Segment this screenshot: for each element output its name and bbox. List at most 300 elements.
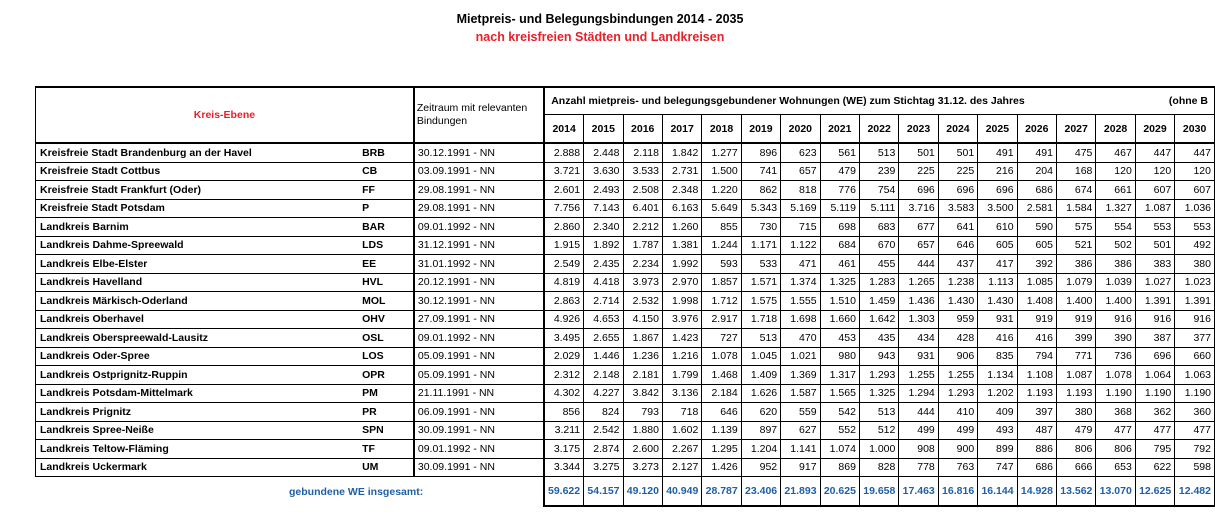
value-cell: 1.220 <box>702 181 741 200</box>
value-cell: 1.409 <box>741 366 780 385</box>
document-title: Mietpreis- und Belegungsbindungen 2014 - 2035 <box>456 12 744 26</box>
value-cell: 696 <box>1135 347 1174 366</box>
value-cell: 2.234 <box>623 255 662 274</box>
value-cell: 513 <box>859 143 898 162</box>
value-cell: 3.273 <box>623 458 662 477</box>
value-cell: 7.756 <box>544 199 583 218</box>
value-cell: 521 <box>1056 236 1095 255</box>
value-cell: 607 <box>1135 181 1174 200</box>
year-header-2017: 2017 <box>662 115 701 144</box>
value-cell: 561 <box>820 143 859 162</box>
value-cell: 1.626 <box>741 384 780 403</box>
value-cell: 383 <box>1135 255 1174 274</box>
value-cell: 387 <box>1135 329 1174 348</box>
value-cell: 2.448 <box>584 143 623 162</box>
value-cell: 559 <box>781 403 820 422</box>
kreis-ebene-header: Kreis-Ebene <box>36 87 414 143</box>
value-cell: 435 <box>859 329 898 348</box>
value-cell: 533 <box>741 255 780 274</box>
value-cell: 646 <box>938 236 977 255</box>
table-row <box>36 366 1215 385</box>
value-cell: 670 <box>859 236 898 255</box>
value-cell: 2.184 <box>702 384 741 403</box>
value-cell: 952 <box>741 458 780 477</box>
value-cell: 1.283 <box>859 273 898 292</box>
value-cell: 513 <box>859 403 898 422</box>
value-cell: 1.113 <box>978 273 1017 292</box>
value-cell: 698 <box>820 218 859 237</box>
total-value-cell: 12.482 <box>1175 477 1215 507</box>
value-cell: 3.630 <box>584 162 623 181</box>
value-cell: 1.238 <box>938 273 977 292</box>
value-cell: 1.799 <box>662 366 701 385</box>
region-code: OSL <box>356 329 414 348</box>
region-name: Landkreis Oder-Spree <box>36 347 357 366</box>
value-cell: 2.970 <box>662 273 701 292</box>
region-name: Kreisfreie Stadt Potsdam <box>36 199 357 218</box>
value-cell: 657 <box>781 162 820 181</box>
table-row <box>36 310 1215 329</box>
value-cell: 1.204 <box>741 440 780 459</box>
value-cell: 908 <box>899 440 938 459</box>
value-cell: 225 <box>899 162 938 181</box>
value-cell: 1.255 <box>938 366 977 385</box>
value-cell: 896 <box>741 143 780 162</box>
total-value-cell: 14.928 <box>1017 477 1056 507</box>
value-cell: 512 <box>859 421 898 440</box>
value-cell: 1.021 <box>781 347 820 366</box>
value-cell: 730 <box>741 218 780 237</box>
total-value-cell: 16.144 <box>978 477 1017 507</box>
region-code: OHV <box>356 310 414 329</box>
value-cell: 3.495 <box>544 329 583 348</box>
value-cell: 727 <box>702 329 741 348</box>
value-cell: 792 <box>1175 440 1215 459</box>
value-cell: 1.426 <box>702 458 741 477</box>
binding-period: 05.09.1991 - NN <box>414 366 544 385</box>
value-cell: 2.312 <box>544 366 583 385</box>
value-cell: 2.581 <box>1017 199 1056 218</box>
value-cell: 661 <box>1096 181 1135 200</box>
total-value-cell: 13.070 <box>1096 477 1135 507</box>
value-cell: 2.348 <box>662 181 701 200</box>
value-cell: 417 <box>978 255 1017 274</box>
value-cell: 1.303 <box>899 310 938 329</box>
year-header-2020: 2020 <box>781 115 820 144</box>
region-name: Landkreis Teltow-Fläming <box>36 440 357 459</box>
value-cell: 684 <box>820 236 859 255</box>
value-cell: 4.227 <box>584 384 623 403</box>
total-value-cell: 17.463 <box>899 477 938 507</box>
value-cell: 677 <box>899 218 938 237</box>
value-cell: 3.583 <box>938 199 977 218</box>
value-cell: 553 <box>1135 218 1174 237</box>
value-cell: 1.317 <box>820 366 859 385</box>
year-header-2018: 2018 <box>702 115 741 144</box>
value-cell: 513 <box>741 329 780 348</box>
year-header-2014: 2014 <box>544 115 583 144</box>
total-value-cell: 16.816 <box>938 477 977 507</box>
value-cell: 1.712 <box>702 292 741 311</box>
value-cell: 225 <box>938 162 977 181</box>
value-cell: 360 <box>1175 403 1215 422</box>
value-cell: 461 <box>820 255 859 274</box>
value-cell: 2.267 <box>662 440 701 459</box>
value-cell: 1.892 <box>584 236 623 255</box>
value-cell: 2.493 <box>584 181 623 200</box>
value-cell: 502 <box>1096 236 1135 255</box>
value-cell: 593 <box>702 255 741 274</box>
value-cell: 493 <box>978 421 1017 440</box>
year-header-2028: 2028 <box>1096 115 1135 144</box>
region-name: Landkreis Oberspreewald-Lausitz <box>36 329 357 348</box>
value-cell: 657 <box>899 236 938 255</box>
region-name: Kreisfreie Stadt Brandenburg an der Havel <box>36 143 357 162</box>
value-cell: 409 <box>978 403 1017 422</box>
table-row <box>36 143 1215 162</box>
total-value-cell: 49.120 <box>623 477 662 507</box>
value-cell: 818 <box>781 181 820 200</box>
value-cell: 1.027 <box>1135 273 1174 292</box>
value-cell: 3.976 <box>662 310 701 329</box>
value-cell: 1.575 <box>741 292 780 311</box>
value-cell: 2.148 <box>584 366 623 385</box>
value-cell: 607 <box>1175 181 1215 200</box>
value-cell: 120 <box>1175 162 1215 181</box>
value-cell: 4.653 <box>584 310 623 329</box>
value-cell: 736 <box>1096 347 1135 366</box>
region-code: BAR <box>356 218 414 237</box>
value-cell: 824 <box>584 403 623 422</box>
value-cell: 1.193 <box>1056 384 1095 403</box>
table-row <box>36 236 1215 255</box>
value-cell: 453 <box>820 329 859 348</box>
value-cell: 916 <box>1096 310 1135 329</box>
value-cell: 1.459 <box>859 292 898 311</box>
value-cell: 718 <box>662 403 701 422</box>
total-value-cell: 20.625 <box>820 477 859 507</box>
total-label: gebundene WE insgesamt: <box>289 485 424 498</box>
value-cell: 1.718 <box>741 310 780 329</box>
value-cell: 1.063 <box>1175 366 1215 385</box>
total-value-cell: 40.949 <box>662 477 701 507</box>
value-cell: 1.867 <box>623 329 662 348</box>
binding-period: 27.09.1991 - NN <box>414 310 544 329</box>
anzahl-header <box>544 87 1214 115</box>
value-cell: 917 <box>781 458 820 477</box>
value-cell: 1.202 <box>978 384 1017 403</box>
value-cell: 380 <box>1175 255 1215 274</box>
value-cell: 444 <box>899 403 938 422</box>
total-value-cell: 19.658 <box>859 477 898 507</box>
value-cell: 1.391 <box>1175 292 1215 311</box>
binding-period: 30.09.1991 - NN <box>414 421 544 440</box>
value-cell: 1.430 <box>938 292 977 311</box>
value-cell: 835 <box>978 347 1017 366</box>
binding-period: 09.01.1992 - NN <box>414 329 544 348</box>
region-name: Landkreis Uckermark <box>36 458 357 477</box>
value-cell: 1.277 <box>702 143 741 162</box>
value-cell: 696 <box>938 181 977 200</box>
value-cell: 646 <box>702 403 741 422</box>
value-cell: 1.078 <box>702 347 741 366</box>
value-cell: 862 <box>741 181 780 200</box>
value-cell: 2.874 <box>584 440 623 459</box>
value-cell: 1.660 <box>820 310 859 329</box>
value-cell: 1.787 <box>623 236 662 255</box>
binding-period: 29.08.1991 - NN <box>414 181 544 200</box>
value-cell: 806 <box>1096 440 1135 459</box>
region-name: Kreisfreie Stadt Cottbus <box>36 162 357 181</box>
table-row <box>36 162 1215 181</box>
value-cell: 499 <box>938 421 977 440</box>
value-cell: 4.418 <box>584 273 623 292</box>
value-cell: 2.655 <box>584 329 623 348</box>
value-cell: 499 <box>899 421 938 440</box>
total-value-cell: 54.157 <box>584 477 623 507</box>
value-cell: 434 <box>899 329 938 348</box>
value-cell: 1.325 <box>859 384 898 403</box>
value-cell: 1.587 <box>781 384 820 403</box>
value-cell: 1.500 <box>702 162 741 181</box>
value-cell: 900 <box>938 440 977 459</box>
value-cell: 1.436 <box>899 292 938 311</box>
value-cell: 1.190 <box>1175 384 1215 403</box>
table-row <box>36 199 1215 218</box>
binding-period: 29.08.1991 - NN <box>414 199 544 218</box>
total-value-cell: 59.622 <box>544 477 583 507</box>
binding-period: 30.09.1991 - NN <box>414 458 544 477</box>
region-code: FF <box>356 181 414 200</box>
value-cell: 674 <box>1056 181 1095 200</box>
value-cell: 471 <box>781 255 820 274</box>
value-cell: 1.134 <box>978 366 1017 385</box>
value-cell: 2.340 <box>584 218 623 237</box>
value-cell: 416 <box>978 329 1017 348</box>
value-cell: 1.374 <box>781 273 820 292</box>
value-cell: 204 <box>1017 162 1056 181</box>
value-cell: 2.863 <box>544 292 583 311</box>
value-cell: 1.236 <box>623 347 662 366</box>
value-cell: 1.327 <box>1096 199 1135 218</box>
value-cell: 3.973 <box>623 273 662 292</box>
value-cell: 653 <box>1096 458 1135 477</box>
value-cell: 2.532 <box>623 292 662 311</box>
value-cell: 1.642 <box>859 310 898 329</box>
region-name: Landkreis Ostprignitz-Ruppin <box>36 366 357 385</box>
value-cell: 1.408 <box>1017 292 1056 311</box>
value-cell: 754 <box>859 181 898 200</box>
value-cell: 1.555 <box>781 292 820 311</box>
value-cell: 380 <box>1056 403 1095 422</box>
value-cell: 1.171 <box>741 236 780 255</box>
value-cell: 2.549 <box>544 255 583 274</box>
value-cell: 1.216 <box>662 347 701 366</box>
anzahl-header-text: Anzahl mietpreis- und belegungsgebundener Wohnungen (WE) zum Stichtag 31.12. des Jahres <box>551 95 1025 107</box>
value-cell: 793 <box>623 403 662 422</box>
value-cell: 715 <box>781 218 820 237</box>
value-cell: 3.211 <box>544 421 583 440</box>
value-cell: 7.143 <box>584 199 623 218</box>
value-cell: 1.074 <box>820 440 859 459</box>
region-code: PM <box>356 384 414 403</box>
table-row <box>36 255 1215 274</box>
value-cell: 3.344 <box>544 458 583 477</box>
value-cell: 1.998 <box>662 292 701 311</box>
binding-period: 09.01.1992 - NN <box>414 218 544 237</box>
value-cell: 1.391 <box>1135 292 1174 311</box>
value-cell: 2.731 <box>662 162 701 181</box>
value-cell: 2.860 <box>544 218 583 237</box>
value-cell: 886 <box>1017 440 1056 459</box>
year-header-2026: 2026 <box>1017 115 1056 144</box>
value-cell: 1.468 <box>702 366 741 385</box>
table-row <box>36 384 1215 403</box>
value-cell: 477 <box>1175 421 1215 440</box>
value-cell: 501 <box>938 143 977 162</box>
value-cell: 475 <box>1056 143 1095 162</box>
value-cell: 1.369 <box>781 366 820 385</box>
value-cell: 1.565 <box>820 384 859 403</box>
value-cell: 1.602 <box>662 421 701 440</box>
total-value-cell: 28.787 <box>702 477 741 507</box>
value-cell: 444 <box>899 255 938 274</box>
value-cell: 776 <box>820 181 859 200</box>
value-cell: 487 <box>1017 421 1056 440</box>
value-cell: 1.295 <box>702 440 741 459</box>
region-name: Landkreis Havelland <box>36 273 357 292</box>
value-cell: 1.265 <box>899 273 938 292</box>
value-cell: 622 <box>1135 458 1174 477</box>
value-cell: 1.039 <box>1096 273 1135 292</box>
value-cell: 660 <box>1175 347 1215 366</box>
value-cell: 747 <box>978 458 1017 477</box>
binding-period: 30.12.1991 - NN <box>414 143 544 162</box>
value-cell: 2.600 <box>623 440 662 459</box>
value-cell: 455 <box>859 255 898 274</box>
value-cell: 1.571 <box>741 273 780 292</box>
value-cell: 501 <box>1135 236 1174 255</box>
region-code: LDS <box>356 236 414 255</box>
binding-period: 06.09.1991 - NN <box>414 403 544 422</box>
value-cell: 428 <box>938 329 977 348</box>
value-cell: 771 <box>1056 347 1095 366</box>
value-cell: 794 <box>1017 347 1056 366</box>
binding-period: 21.11.1991 - NN <box>414 384 544 403</box>
value-cell: 553 <box>1175 218 1215 237</box>
value-cell: 447 <box>1135 143 1174 162</box>
year-header-2022: 2022 <box>859 115 898 144</box>
region-name: Landkreis Elbe-Elster <box>36 255 357 274</box>
value-cell: 1.108 <box>1017 366 1056 385</box>
table-row <box>36 347 1215 366</box>
table-row <box>36 440 1215 459</box>
value-cell: 477 <box>1096 421 1135 440</box>
value-cell: 980 <box>820 347 859 366</box>
value-cell: 1.992 <box>662 255 701 274</box>
value-cell: 1.036 <box>1175 199 1215 218</box>
value-cell: 542 <box>820 403 859 422</box>
total-value-cell: 13.562 <box>1056 477 1095 507</box>
binding-period: 03.09.1991 - NN <box>414 162 544 181</box>
value-cell: 4.819 <box>544 273 583 292</box>
value-cell: 1.000 <box>859 440 898 459</box>
region-code: EE <box>356 255 414 274</box>
value-cell: 778 <box>899 458 938 477</box>
value-cell: 683 <box>859 218 898 237</box>
value-cell: 2.542 <box>584 421 623 440</box>
value-cell: 931 <box>899 347 938 366</box>
value-cell: 1.842 <box>662 143 701 162</box>
year-header-2016: 2016 <box>623 115 662 144</box>
year-header-2024: 2024 <box>938 115 977 144</box>
value-cell: 3.136 <box>662 384 701 403</box>
value-cell: 6.401 <box>623 199 662 218</box>
region-name: Landkreis Märkisch-Oderland <box>36 292 357 311</box>
year-header-2021: 2021 <box>820 115 859 144</box>
value-cell: 899 <box>978 440 1017 459</box>
value-cell: 1.190 <box>1135 384 1174 403</box>
value-cell: 590 <box>1017 218 1056 237</box>
value-cell: 2.508 <box>623 181 662 200</box>
value-cell: 410 <box>938 403 977 422</box>
value-cell: 6.163 <box>662 199 701 218</box>
table-row <box>36 273 1215 292</box>
value-cell: 828 <box>859 458 898 477</box>
binding-period: 09.01.1992 - NN <box>414 440 544 459</box>
value-cell: 3.533 <box>623 162 662 181</box>
total-value-cell: 12.625 <box>1135 477 1174 507</box>
year-header-2025: 2025 <box>978 115 1017 144</box>
value-cell: 1.400 <box>1056 292 1095 311</box>
value-cell: 1.122 <box>781 236 820 255</box>
document-subtitle: nach kreisfreien Städten und Landkreisen <box>475 30 725 44</box>
value-cell: 4.302 <box>544 384 583 403</box>
value-cell: 501 <box>899 143 938 162</box>
year-header-2015: 2015 <box>584 115 623 144</box>
table-row <box>36 421 1215 440</box>
value-cell: 4.150 <box>623 310 662 329</box>
value-cell: 120 <box>1135 162 1174 181</box>
value-cell: 1.260 <box>662 218 701 237</box>
value-cell: 641 <box>938 218 977 237</box>
zeitraum-header: Zeitraum mit relevanten Bindungen <box>414 87 544 143</box>
region-code: SPN <box>356 421 414 440</box>
region-code: TF <box>356 440 414 459</box>
year-header-2029: 2029 <box>1135 115 1174 144</box>
value-cell: 906 <box>938 347 977 366</box>
bindungen-table <box>35 86 1215 507</box>
value-cell: 2.601 <box>544 181 583 200</box>
region-code: LOS <box>356 347 414 366</box>
year-header-2030: 2030 <box>1175 115 1215 144</box>
value-cell: 5.169 <box>781 199 820 218</box>
value-cell: 390 <box>1096 329 1135 348</box>
value-cell: 959 <box>938 310 977 329</box>
value-cell: 3.842 <box>623 384 662 403</box>
value-cell: 1.193 <box>1017 384 1056 403</box>
value-cell: 1.584 <box>1056 199 1095 218</box>
region-code: UM <box>356 458 414 477</box>
binding-period: 05.09.1991 - NN <box>414 347 544 366</box>
total-value-cell: 23.406 <box>741 477 780 507</box>
value-cell: 1.244 <box>702 236 741 255</box>
table-row <box>36 403 1215 422</box>
value-cell: 696 <box>899 181 938 200</box>
value-cell: 3.500 <box>978 199 1017 218</box>
value-cell: 386 <box>1056 255 1095 274</box>
value-cell: 916 <box>1135 310 1174 329</box>
